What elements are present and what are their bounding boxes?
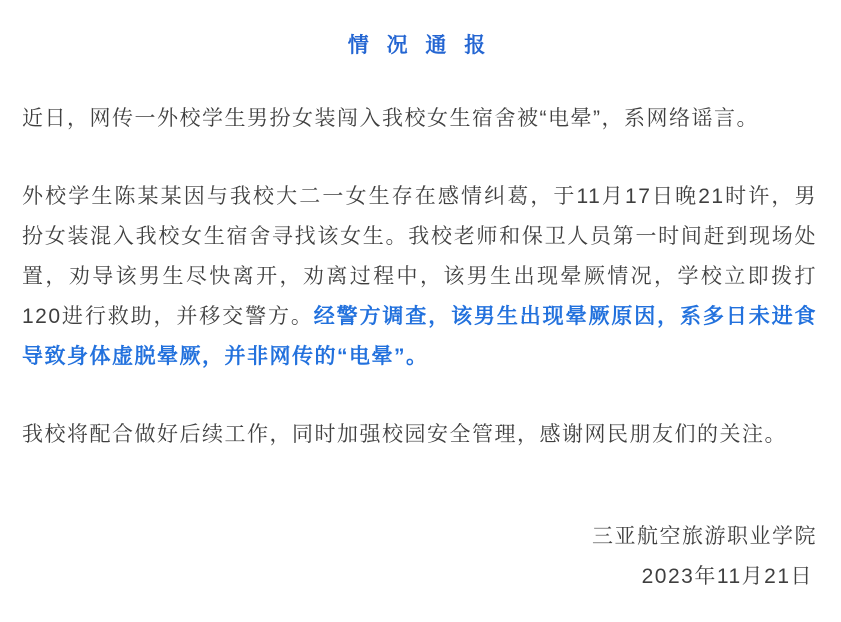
paragraph-closing: 我校将配合做好后续工作，同时加强校园安全管理，感谢网民朋友们的关注。 xyxy=(22,423,787,446)
paragraph-details-emphasis: 经警方调查，该男生出现晕厥原因，系多日未进食导致身体虚脱晕厥，并非网传的“电晕”。 xyxy=(22,305,817,368)
paragraph-details xyxy=(22,177,817,377)
date: 2023年11月21日 xyxy=(641,565,813,588)
signature-block xyxy=(22,517,817,597)
notice-title: 情 况 通 报 xyxy=(347,34,492,57)
signature: 三亚航空旅游职业学院 xyxy=(592,525,817,548)
paragraph-intro: 近日，网传一外校学生男扮女装闯入我校女生宿舍被“电晕”，系网络谣言。 xyxy=(22,107,759,130)
paragraph-details-text: 外校学生陈某某因与我校大二一女生存在感情纠葛，于11月17日晚21时许，男扮女装混入我校女生宿舍寻找该女生。我校老师和保卫人员第一时间赶到现场处置，劝导该男生尽快离开，劝离过程中，该男生出现晕厥情况，学校立即拨打120进行救助，并移交警方。 xyxy=(22,185,817,328)
